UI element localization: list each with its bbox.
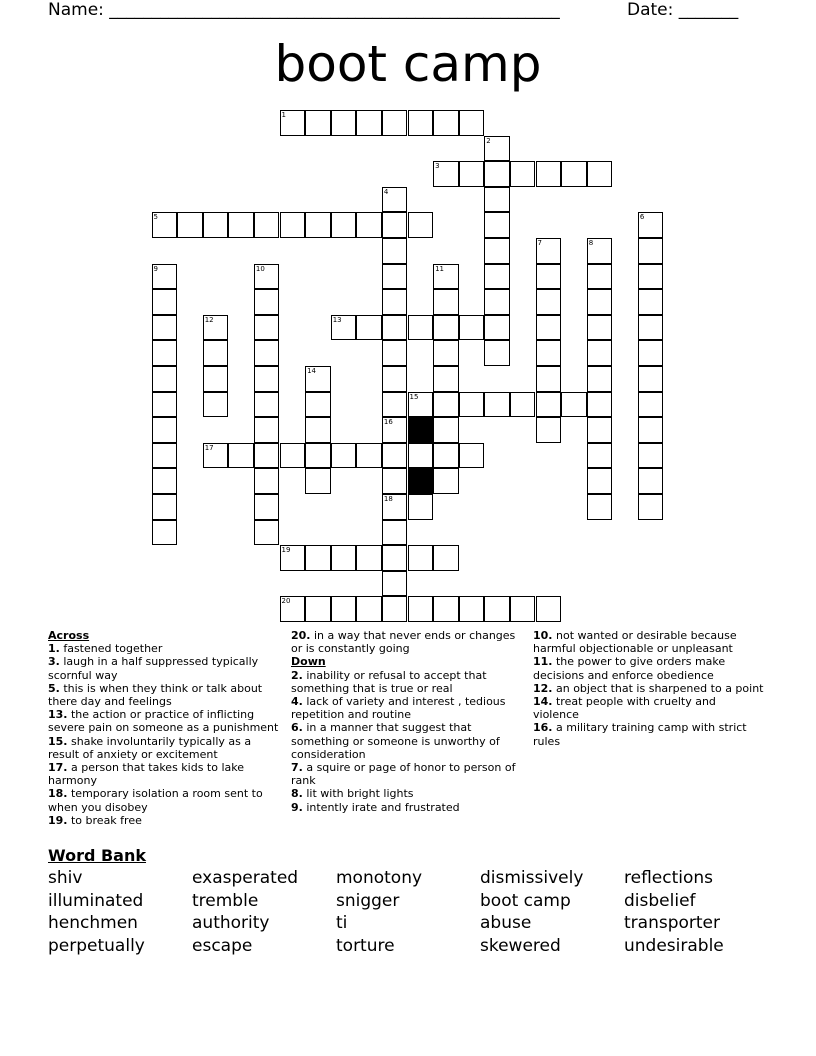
grid-cell[interactable] bbox=[254, 264, 280, 290]
grid-cell[interactable] bbox=[305, 417, 331, 443]
grid-cell[interactable] bbox=[408, 212, 434, 238]
across-clue-15 bbox=[48, 735, 280, 761]
grid-cell[interactable] bbox=[587, 264, 613, 290]
clue-number: 5 bbox=[153, 213, 158, 222]
grid-cell[interactable] bbox=[356, 315, 382, 341]
across-clue-3 bbox=[48, 655, 280, 681]
clue-label: 14. bbox=[533, 695, 553, 709]
clue-number: 9 bbox=[153, 264, 158, 273]
grid-cell[interactable] bbox=[484, 212, 510, 238]
clue-label: 1. bbox=[48, 642, 60, 656]
clue-number: 14 bbox=[307, 367, 317, 375]
grid-cell[interactable] bbox=[305, 545, 331, 571]
clue-number: 8 bbox=[588, 239, 594, 247]
clue-text: lack of variety and interest , tedious repetition and routine bbox=[291, 695, 506, 722]
grid-cell[interactable] bbox=[382, 494, 408, 520]
across-clue-18 bbox=[48, 787, 280, 813]
grid-cell[interactable] bbox=[382, 187, 408, 213]
word-bank-item: undesirable bbox=[624, 936, 724, 957]
grid-cell[interactable] bbox=[382, 315, 408, 341]
clue-label: 3. bbox=[48, 655, 60, 669]
grid-cell[interactable] bbox=[510, 161, 536, 187]
grid-cell[interactable] bbox=[587, 340, 613, 366]
word-bank-item: perpetually bbox=[48, 936, 145, 957]
grid-cell[interactable] bbox=[536, 161, 562, 187]
grid-cell[interactable] bbox=[152, 494, 178, 520]
down-heading: Down bbox=[291, 655, 326, 669]
clue-label: 17. bbox=[48, 761, 68, 775]
clue-text: not wanted or desirable because harmful objectionable or unpleasant bbox=[533, 629, 737, 656]
down-clue-4 bbox=[291, 695, 523, 721]
clue-number: 6 bbox=[639, 213, 645, 222]
grid-cell[interactable] bbox=[382, 238, 408, 264]
word-bank-item: snigger bbox=[336, 890, 400, 911]
grid-cell[interactable] bbox=[305, 468, 331, 494]
grid-cell[interactable] bbox=[587, 443, 613, 469]
clue-text: a person that takes kids to lake harmony bbox=[48, 761, 245, 788]
grid-cell[interactable] bbox=[484, 289, 510, 315]
grid-cell[interactable] bbox=[331, 443, 357, 469]
clue-text: laugh in a half suppressed typically scornful way bbox=[48, 655, 259, 682]
grid-cell[interactable] bbox=[331, 315, 357, 341]
down-clue-list-continued bbox=[533, 629, 765, 748]
grid-cell[interactable] bbox=[254, 289, 280, 315]
grid-cell[interactable] bbox=[408, 110, 434, 136]
grid-cell[interactable] bbox=[382, 264, 408, 290]
grid-cell[interactable] bbox=[254, 315, 280, 341]
across-clue-20 bbox=[291, 629, 523, 655]
grid-cell[interactable] bbox=[254, 340, 280, 366]
clue-number: 3 bbox=[435, 162, 440, 171]
word-bank-item: reflections bbox=[624, 868, 714, 888]
grid-cell[interactable] bbox=[254, 468, 280, 494]
word-bank-item: skewered bbox=[480, 936, 561, 957]
grid-cell[interactable] bbox=[382, 366, 408, 392]
down-clue-12 bbox=[533, 682, 765, 695]
grid-cell[interactable] bbox=[382, 468, 408, 494]
grid-cell[interactable] bbox=[510, 392, 536, 418]
grid-cell[interactable] bbox=[305, 110, 331, 136]
grid-cell[interactable] bbox=[356, 596, 382, 622]
clue-label: 9. bbox=[291, 800, 303, 814]
grid-cell[interactable] bbox=[433, 366, 459, 392]
name-field: Name: _____________________________________________________ bbox=[48, 0, 560, 20]
grid-cell[interactable] bbox=[203, 392, 229, 418]
grid-cell[interactable] bbox=[203, 315, 229, 341]
across-clue-19 bbox=[48, 814, 280, 827]
word-bank-item: monotony bbox=[336, 868, 423, 888]
grid-cell[interactable] bbox=[254, 366, 280, 392]
grid-cell[interactable] bbox=[305, 443, 331, 469]
down-clue-7 bbox=[291, 761, 523, 787]
word-bank-item: authority bbox=[192, 913, 270, 934]
across-clue-13 bbox=[48, 708, 280, 734]
clue-number: 12 bbox=[204, 315, 214, 324]
clue-number: 15 bbox=[409, 392, 419, 401]
down-clue-11 bbox=[533, 655, 765, 681]
grid-cell[interactable] bbox=[152, 468, 178, 494]
grid-cell[interactable] bbox=[305, 596, 331, 622]
clue-label: 16. bbox=[533, 721, 553, 735]
grid-cell[interactable] bbox=[152, 392, 178, 418]
clue-label: 18. bbox=[48, 787, 68, 801]
clue-text: the action or practice of inflicting severe pain on someone as a punishment bbox=[48, 708, 279, 735]
clue-label: 7. bbox=[291, 761, 303, 775]
down-clue-2 bbox=[291, 669, 523, 695]
clue-number: 17 bbox=[204, 443, 214, 452]
grid-cell[interactable] bbox=[638, 366, 664, 392]
clue-text: an object that is sharpened to a point bbox=[552, 681, 764, 695]
grid-cell[interactable] bbox=[536, 289, 562, 315]
grid-cell[interactable] bbox=[638, 443, 664, 469]
grid-cell[interactable] bbox=[484, 315, 510, 341]
grid-cell[interactable] bbox=[459, 110, 485, 136]
grid-cell[interactable] bbox=[536, 340, 562, 366]
grid-cell[interactable] bbox=[228, 212, 254, 238]
grid-cell[interactable] bbox=[484, 596, 510, 622]
clue-label: 4. bbox=[291, 695, 303, 709]
grid-cell[interactable] bbox=[152, 340, 178, 366]
word-bank-item: torture bbox=[336, 936, 395, 957]
grid-cell[interactable] bbox=[382, 571, 408, 597]
grid-cell[interactable] bbox=[331, 212, 357, 238]
grid-cell[interactable] bbox=[536, 315, 562, 341]
clue-number: 20 bbox=[281, 597, 291, 606]
grid-cell[interactable] bbox=[638, 212, 664, 238]
grid-cell[interactable] bbox=[152, 289, 178, 315]
grid-cell[interactable] bbox=[459, 315, 485, 341]
clue-label: 13. bbox=[48, 708, 68, 722]
grid-cell[interactable] bbox=[459, 596, 485, 622]
word-bank-item: illuminated bbox=[48, 890, 144, 911]
black-cell bbox=[408, 417, 434, 443]
grid-cell[interactable] bbox=[305, 212, 331, 238]
grid-cell[interactable] bbox=[459, 392, 485, 418]
down-clue-8 bbox=[291, 787, 523, 800]
grid-cell[interactable] bbox=[254, 417, 280, 443]
grid-cell[interactable] bbox=[280, 212, 306, 238]
grid-cell[interactable] bbox=[203, 366, 229, 392]
clue-text: this is when they think or talk about there day and feelings bbox=[48, 681, 263, 709]
clues-column-1 bbox=[48, 629, 280, 827]
grid-cell[interactable] bbox=[587, 417, 613, 443]
grid-cell[interactable] bbox=[203, 212, 229, 238]
grid-cell[interactable] bbox=[382, 545, 408, 571]
clue-number: 11 bbox=[435, 264, 445, 273]
clue-number: 18 bbox=[383, 495, 393, 503]
clue-label: 6. bbox=[291, 721, 303, 735]
grid-cell[interactable] bbox=[152, 315, 178, 341]
grid-cell[interactable] bbox=[228, 443, 254, 469]
grid-cell[interactable] bbox=[459, 161, 485, 187]
grid-cell[interactable] bbox=[587, 238, 613, 264]
down-clue-16 bbox=[533, 721, 765, 747]
grid-cell[interactable] bbox=[433, 545, 459, 571]
grid-cell[interactable] bbox=[280, 110, 306, 136]
clue-label: 10. bbox=[533, 629, 553, 642]
grid-cell[interactable] bbox=[433, 110, 459, 136]
grid-cell[interactable] bbox=[152, 443, 178, 469]
grid-cell[interactable] bbox=[484, 340, 510, 366]
grid-cell[interactable] bbox=[510, 596, 536, 622]
grid-cell[interactable] bbox=[280, 545, 306, 571]
clue-text: fastened together bbox=[59, 642, 163, 656]
grid-cell[interactable] bbox=[587, 494, 613, 520]
clue-label: 12. bbox=[533, 681, 553, 695]
grid-cell[interactable] bbox=[433, 596, 459, 622]
clue-text: the power to give orders make decisions and enforce obedience bbox=[533, 655, 726, 682]
clue-text: treat people with cruelty and violence bbox=[533, 695, 716, 722]
puzzle-title: boot camp bbox=[274, 35, 542, 93]
clue-text: inability or refusal to accept that something that is true or real bbox=[291, 668, 487, 695]
grid-cell[interactable] bbox=[408, 443, 434, 469]
clue-text: intently irate and frustrated bbox=[302, 800, 460, 814]
grid-cell[interactable] bbox=[536, 392, 562, 418]
grid-cell[interactable] bbox=[484, 187, 510, 213]
grid-cell[interactable] bbox=[638, 340, 664, 366]
word-bank-item: disbelief bbox=[624, 890, 696, 911]
grid-cell[interactable] bbox=[433, 289, 459, 315]
clue-text: lit with bright lights bbox=[302, 787, 414, 801]
word-bank-item: dismissively bbox=[480, 868, 584, 888]
across-clue-1 bbox=[48, 642, 280, 655]
grid-cell[interactable] bbox=[408, 596, 434, 622]
across-clue-list bbox=[48, 642, 280, 827]
grid-cell[interactable] bbox=[382, 340, 408, 366]
grid-cell[interactable] bbox=[536, 596, 562, 622]
clue-number: 13 bbox=[332, 315, 342, 324]
clue-label: 11. bbox=[533, 655, 553, 669]
grid-cell[interactable] bbox=[587, 392, 613, 418]
grid-cell[interactable] bbox=[638, 238, 664, 264]
grid-cell[interactable] bbox=[484, 264, 510, 290]
clue-label: 8. bbox=[291, 787, 303, 801]
grid-cell[interactable] bbox=[484, 392, 510, 418]
down-clue-9 bbox=[291, 801, 523, 814]
grid-cell[interactable] bbox=[305, 392, 331, 418]
grid-cell[interactable] bbox=[382, 417, 408, 443]
grid-cell[interactable] bbox=[331, 545, 357, 571]
word-bank-item: boot camp bbox=[480, 890, 571, 911]
grid-cell[interactable] bbox=[254, 520, 280, 546]
clue-number: 10 bbox=[255, 264, 265, 273]
clue-label: 2. bbox=[291, 668, 303, 682]
grid-cell[interactable] bbox=[536, 238, 562, 264]
grid-cell[interactable] bbox=[280, 596, 306, 622]
word-bank-title: Word Bank bbox=[48, 846, 147, 865]
clue-text: a squire or page of honor to person of rank bbox=[291, 761, 516, 788]
grid-cell[interactable] bbox=[382, 392, 408, 418]
grid-cell[interactable] bbox=[203, 443, 229, 469]
across-clue-17 bbox=[48, 761, 280, 787]
grid-cell[interactable] bbox=[638, 289, 664, 315]
grid-cell[interactable] bbox=[152, 264, 178, 290]
grid-cell[interactable] bbox=[433, 392, 459, 418]
grid-cell[interactable] bbox=[638, 392, 664, 418]
down-clue-list bbox=[291, 669, 523, 814]
black-cell bbox=[408, 468, 434, 494]
grid-cell[interactable] bbox=[152, 520, 178, 546]
across-clue-5 bbox=[48, 682, 280, 708]
grid-cell[interactable] bbox=[254, 494, 280, 520]
clue-text: temporary isolation a room sent to when you disobey bbox=[48, 787, 263, 814]
grid-cell[interactable] bbox=[408, 494, 434, 520]
across-clue-list-continued bbox=[291, 629, 523, 655]
clue-number: 4 bbox=[383, 187, 389, 196]
clue-text: shake involuntarily typically as a result of anxiety or excitement bbox=[48, 734, 252, 761]
grid-cell[interactable] bbox=[177, 212, 203, 238]
grid-cell[interactable] bbox=[433, 417, 459, 443]
grid-cell[interactable] bbox=[638, 417, 664, 443]
grid-cell[interactable] bbox=[587, 315, 613, 341]
clues-column-2 bbox=[291, 629, 523, 814]
grid-cell[interactable] bbox=[536, 366, 562, 392]
clue-number: 1 bbox=[281, 111, 286, 119]
grid-cell[interactable] bbox=[536, 264, 562, 290]
grid-cell[interactable] bbox=[408, 392, 434, 418]
grid-cell[interactable] bbox=[433, 468, 459, 494]
grid-cell[interactable] bbox=[254, 212, 280, 238]
grid-cell[interactable] bbox=[280, 443, 306, 469]
grid-cell[interactable] bbox=[561, 392, 587, 418]
word-bank-item: ti bbox=[336, 913, 348, 934]
grid-cell[interactable] bbox=[305, 366, 331, 392]
grid-cell[interactable] bbox=[331, 596, 357, 622]
grid-cell[interactable] bbox=[408, 545, 434, 571]
clue-label: 15. bbox=[48, 734, 68, 748]
date-field: Date: _______ bbox=[627, 0, 739, 20]
grid-cell[interactable] bbox=[152, 417, 178, 443]
grid-cell[interactable] bbox=[484, 238, 510, 264]
grid-cell[interactable] bbox=[638, 468, 664, 494]
across-heading: Across bbox=[48, 629, 90, 642]
down-clue-14 bbox=[533, 695, 765, 721]
grid-cell[interactable] bbox=[638, 264, 664, 290]
grid-cell[interactable] bbox=[433, 340, 459, 366]
word-bank-item: shiv bbox=[48, 868, 83, 888]
clue-text: a military training camp with strict rules bbox=[533, 721, 747, 748]
grid-cell[interactable] bbox=[382, 520, 408, 546]
grid-cell[interactable] bbox=[433, 161, 459, 187]
clue-label: 20. bbox=[291, 629, 311, 642]
word-bank-item: escape bbox=[192, 936, 253, 957]
word-bank-item: abuse bbox=[480, 913, 532, 934]
grid-cell[interactable] bbox=[382, 212, 408, 238]
grid-cell[interactable] bbox=[382, 596, 408, 622]
grid-cell[interactable] bbox=[433, 264, 459, 290]
clue-text: to break free bbox=[67, 813, 142, 827]
word-bank-item: transporter bbox=[624, 913, 720, 934]
grid-cell[interactable] bbox=[587, 289, 613, 315]
clue-text: in a way that never ends or changes or is constantly going bbox=[291, 629, 516, 656]
grid-cell[interactable] bbox=[587, 366, 613, 392]
grid-cell[interactable] bbox=[382, 289, 408, 315]
clues-column-3 bbox=[533, 629, 765, 748]
grid-cell[interactable] bbox=[561, 161, 587, 187]
grid-cell[interactable] bbox=[356, 443, 382, 469]
grid-cell[interactable] bbox=[356, 110, 382, 136]
grid-cell[interactable] bbox=[382, 443, 408, 469]
clue-label: 19. bbox=[48, 813, 68, 827]
grid-cell[interactable] bbox=[484, 136, 510, 162]
grid-cell[interactable] bbox=[254, 443, 280, 469]
clue-label: 5. bbox=[48, 681, 60, 695]
word-bank-item: tremble bbox=[192, 890, 259, 911]
clue-text: in a manner that suggest that something or someone is unworthy of consideration bbox=[291, 721, 500, 761]
grid-cell[interactable] bbox=[356, 545, 382, 571]
clue-number: 2 bbox=[486, 136, 491, 145]
clue-number: 19 bbox=[281, 546, 291, 555]
word-bank-item: exasperated bbox=[192, 868, 299, 888]
clue-number: 7 bbox=[537, 239, 542, 247]
grid-cell[interactable] bbox=[638, 494, 664, 520]
grid-cell[interactable] bbox=[587, 468, 613, 494]
grid-cell[interactable] bbox=[254, 392, 280, 418]
grid-cell[interactable] bbox=[433, 315, 459, 341]
grid-cell[interactable] bbox=[638, 315, 664, 341]
grid-cell[interactable] bbox=[536, 417, 562, 443]
grid-cell[interactable] bbox=[331, 110, 357, 136]
grid-cell[interactable] bbox=[203, 340, 229, 366]
grid-cell[interactable] bbox=[484, 161, 510, 187]
grid-cell[interactable] bbox=[433, 443, 459, 469]
grid-cell[interactable] bbox=[152, 212, 178, 238]
down-clue-10 bbox=[533, 629, 765, 655]
grid-cell[interactable] bbox=[408, 315, 434, 341]
grid-cell[interactable] bbox=[382, 110, 408, 136]
grid-cell[interactable] bbox=[459, 443, 485, 469]
grid-cell[interactable] bbox=[356, 212, 382, 238]
clue-number: 16 bbox=[383, 418, 393, 427]
grid-cell[interactable] bbox=[152, 366, 178, 392]
grid-cell[interactable] bbox=[587, 161, 613, 187]
down-clue-6 bbox=[291, 721, 523, 761]
word-bank-item: henchmen bbox=[48, 913, 138, 934]
